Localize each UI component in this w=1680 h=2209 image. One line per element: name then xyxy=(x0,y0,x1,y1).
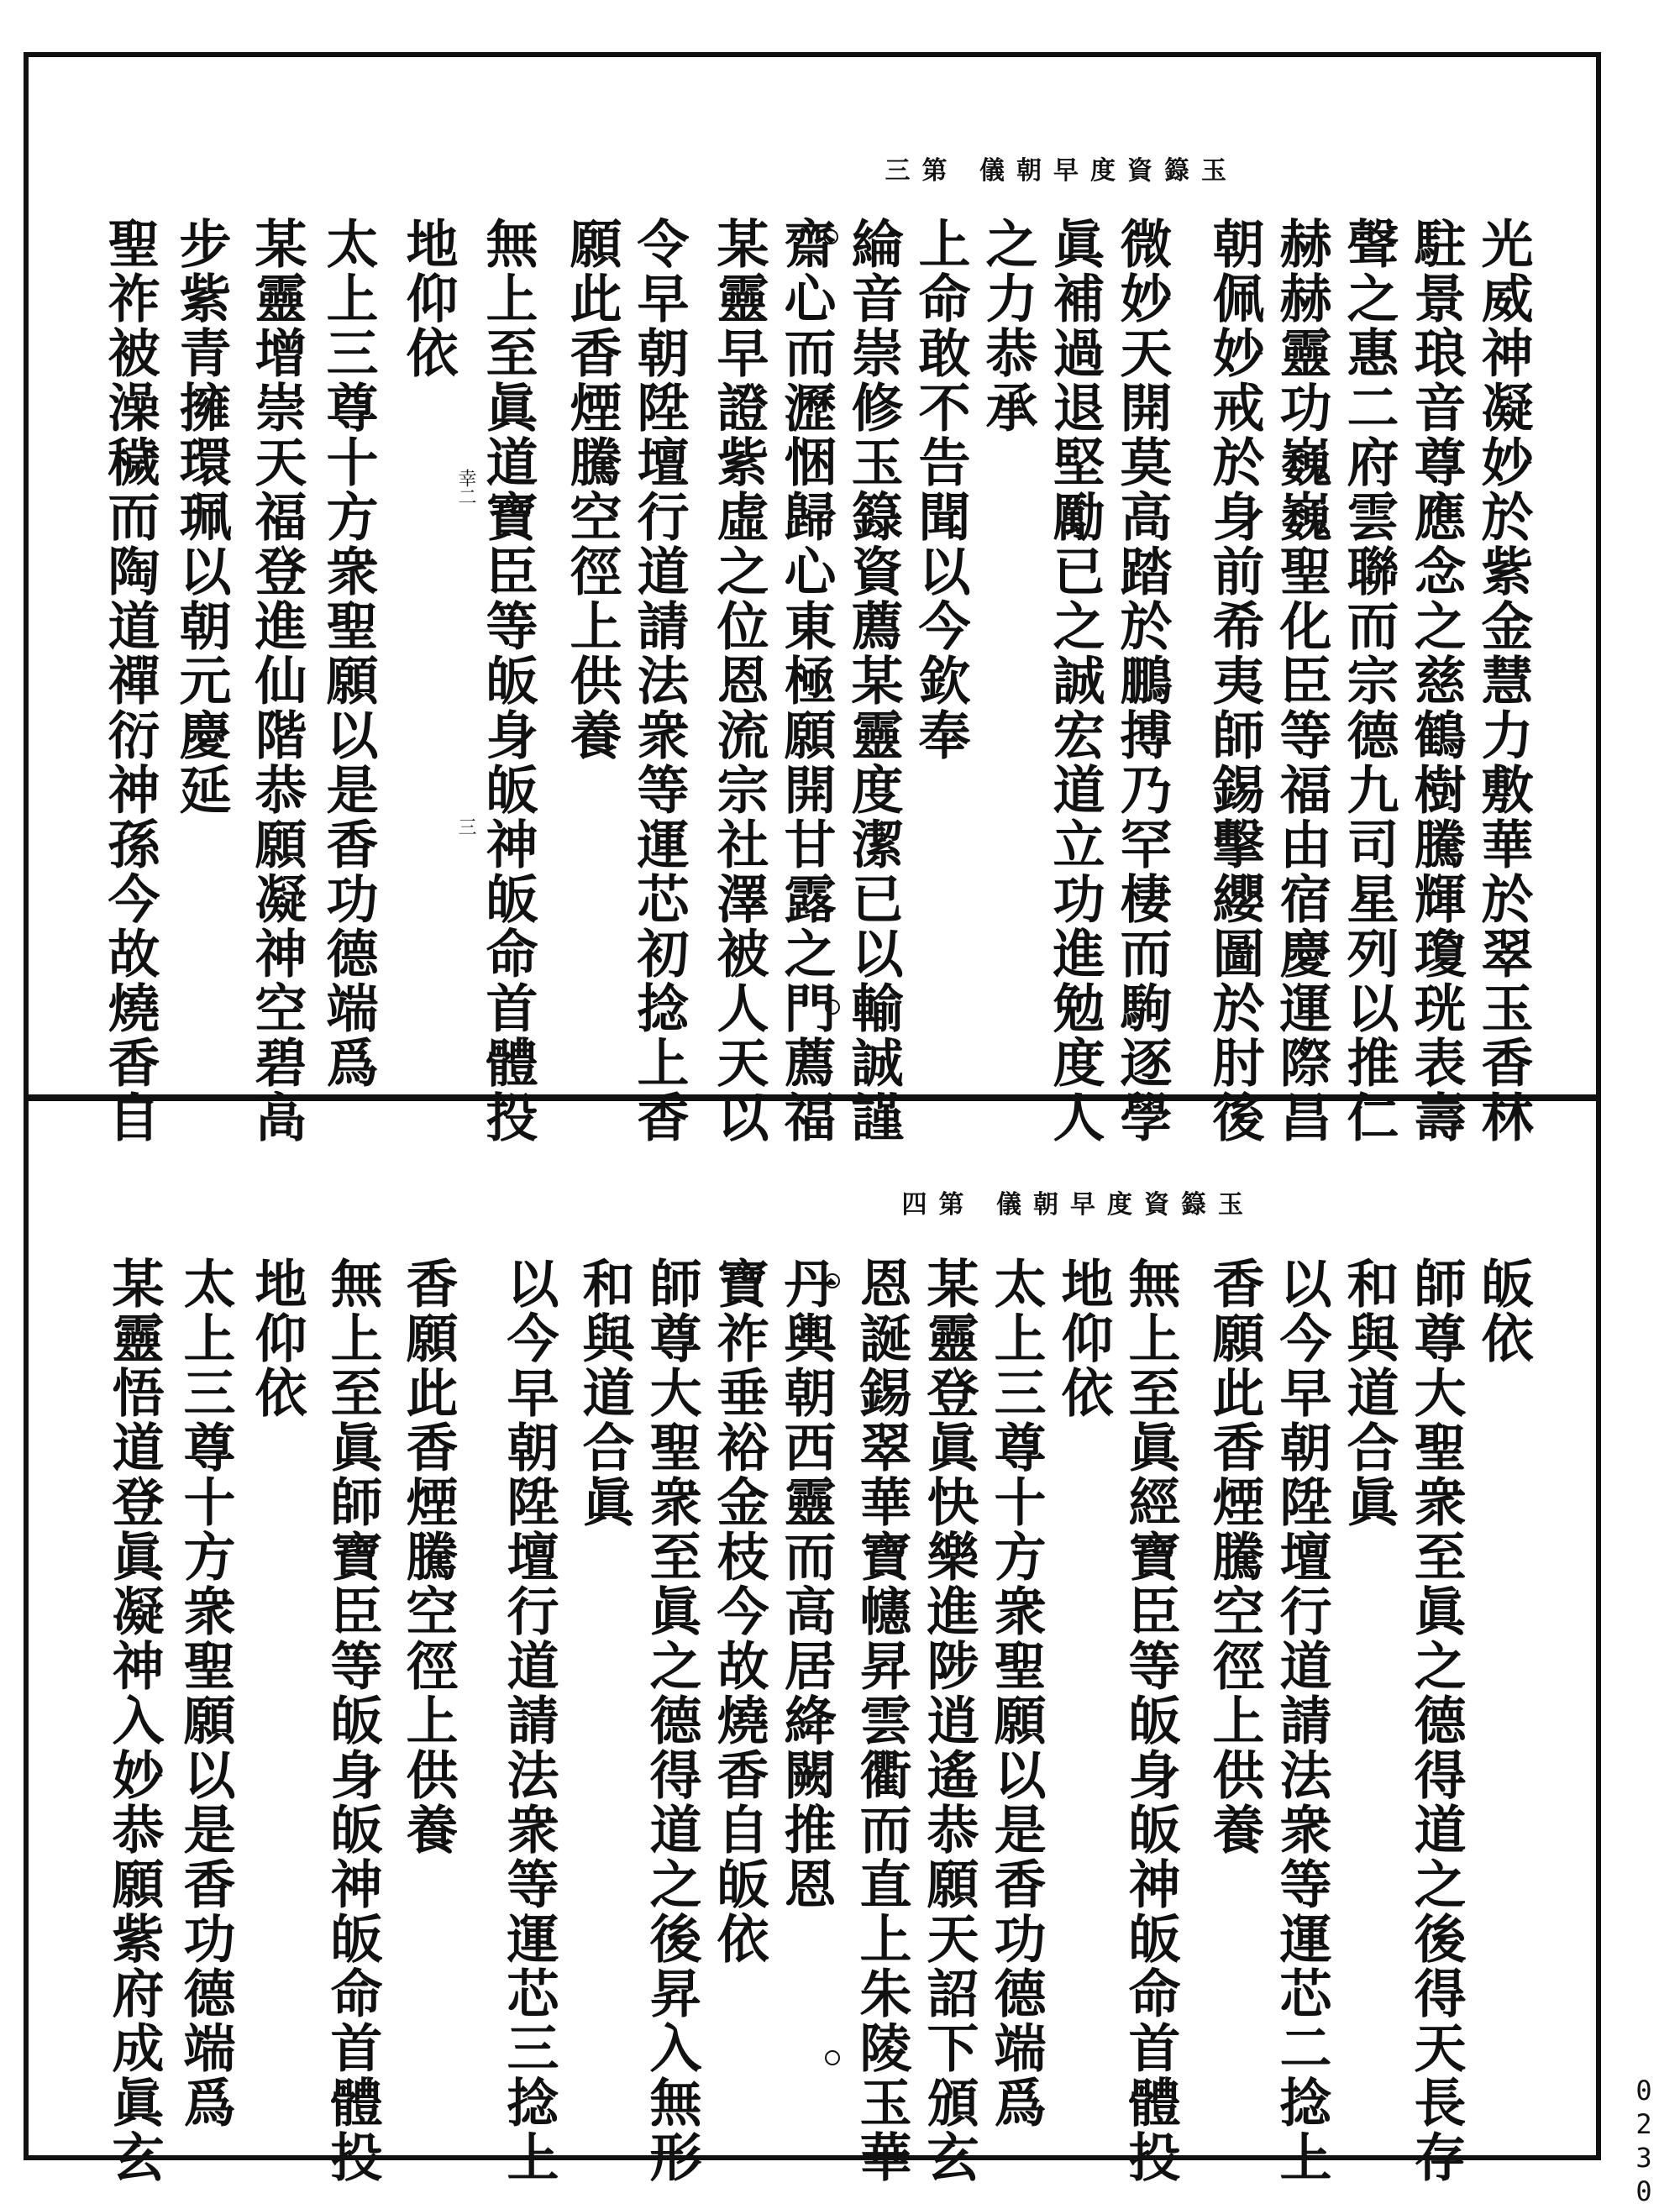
text-column: 之力恭承 xyxy=(977,217,1038,435)
margin-note: 三 xyxy=(455,817,476,836)
text-column: 某靈早證紫虛之位恩流宗社澤被人天以 xyxy=(708,217,769,1145)
text-column: 願此香煙騰空徑上供養 xyxy=(561,217,622,763)
text-column: 地仰依 xyxy=(397,217,459,380)
punctuation-circle xyxy=(823,229,838,244)
text-column: 微妙天開莫高踏於鵬搏乃罕棲而駒逐學 xyxy=(1111,217,1173,1145)
text-column: 恩誕錫翠華寶幰昇雲衢而直上朱陵玉華 xyxy=(851,1257,912,2185)
text-column: 赫赫靈功巍巍聖化臣等福由宿慶運際昌 xyxy=(1271,217,1332,1145)
text-column: 眞補過退堅勵已之誠宏道立功進勉度人 xyxy=(1044,217,1105,1145)
punctuation-circle xyxy=(825,1273,840,1288)
text-column: 香願此香煙騰空徑上供養 xyxy=(1204,1257,1265,1857)
text-column: 丹輿朝西靈而高居絳闕推恩 xyxy=(775,1257,837,1912)
text-column: 香願此香煙騰空徑上供養 xyxy=(397,1257,459,1857)
text-column: 光威神凝妙於紫金慧力敷華於翠玉香林 xyxy=(1473,217,1534,1145)
running-header: 玉籙資度早朝儀 第四 xyxy=(901,1190,1255,1220)
top-page xyxy=(29,57,1596,1145)
text-column: 寶祚垂裕金枝今故燒香自皈依 xyxy=(708,1257,769,1966)
text-column: 齋心而瀝悃歸心東極願開甘露之門薦福 xyxy=(775,217,837,1145)
text-column: 某靈登眞快樂進陟逍遙恭願天詔下頒玄 xyxy=(918,1257,979,2185)
text-column: 上命敢不告聞以今欽奉 xyxy=(910,217,971,763)
page-number: 0230 xyxy=(1628,2075,1660,2209)
text-column: 師尊大聖衆至眞之德得道之後昇入無形 xyxy=(641,1257,702,2185)
text-column: 太上三尊十方衆聖願以是香功德端爲 xyxy=(318,217,379,1090)
text-column: 駐景琅音尊應念之慈鶴樹騰輝瓊珖表壽 xyxy=(1405,217,1467,1145)
text-column: 和與道合眞 xyxy=(1338,1257,1399,1530)
text-column: 無上至眞師寶臣等皈身皈神皈命首體投 xyxy=(322,1257,383,2185)
text-column: 無上至眞道寶臣等皈身皈神皈命首體投 xyxy=(477,217,538,1145)
text-column: 步紫青擁環珮以朝元慶延 xyxy=(171,217,232,817)
text-column: 聖祚被澡穢而陶道禪衍神孫今故燒香自 xyxy=(99,217,160,1145)
text-column: 太上三尊十方衆聖願以是香功德端爲 xyxy=(175,1257,236,2130)
text-column: 皈依 xyxy=(1473,1257,1534,1366)
text-column: 無上至眞經寶臣等皈身皈神皈命首體投 xyxy=(1120,1257,1181,2185)
bottom-page xyxy=(29,1101,1596,2185)
text-column: 和與道合眞 xyxy=(574,1257,635,1530)
punctuation-circle xyxy=(825,2050,840,2065)
text-column: 朝佩妙戒於身前希夷師錫擊纓圖於肘後 xyxy=(1204,217,1265,1145)
punctuation-circle xyxy=(825,1000,840,1015)
text-column: 太上三尊十方衆聖願以是香功德端爲 xyxy=(985,1257,1047,2130)
text-column: 某靈增崇天福登進仙階恭願凝神空碧高 xyxy=(246,217,307,1145)
margin-note: 幸二 xyxy=(455,469,476,506)
text-column: 地仰依 xyxy=(1053,1257,1114,1420)
text-column: 令早朝陞壇行道請法衆等運芯初捻上香 xyxy=(628,217,690,1145)
text-column: 以今早朝陞壇行道請法衆等運芯三捻上 xyxy=(498,1257,559,2185)
text-column: 師尊大聖衆至眞之德得道之後得天長存 xyxy=(1405,1257,1467,2185)
text-column: 某靈悟道登眞凝神入妙恭願紫府成眞玄 xyxy=(103,1257,165,2185)
running-header: 玉籙資度早朝儀 第三 xyxy=(885,156,1238,186)
text-column: 聲之惠二府雲聯而宗德九司星列以推仁 xyxy=(1338,217,1399,1145)
text-column: 地仰依 xyxy=(246,1257,307,1420)
text-column: 以今早朝陞壇行道請法衆等運芯二捻上 xyxy=(1271,1257,1332,2185)
text-column: 綸音崇修玉籙資薦某靈度潔已以輸誠謹 xyxy=(843,217,904,1145)
